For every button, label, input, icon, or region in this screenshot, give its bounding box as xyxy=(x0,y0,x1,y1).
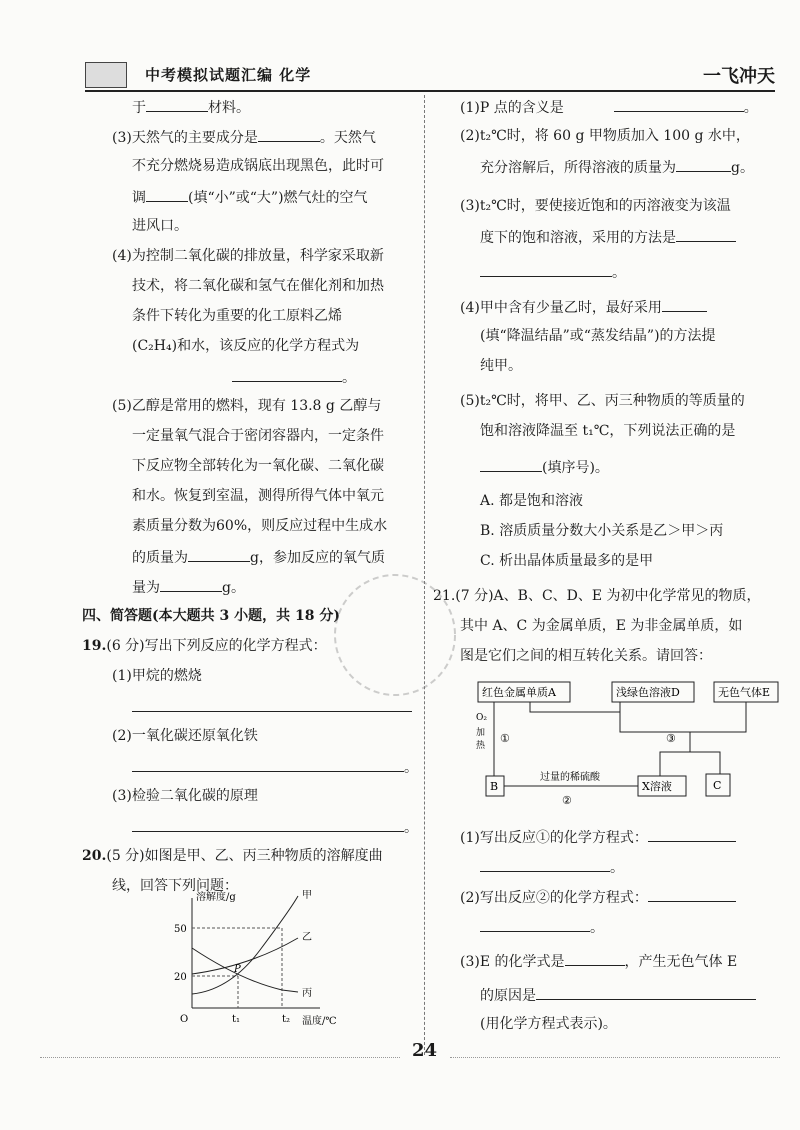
text: 21.(7 分)A、B、C、D、E 为初中化学常见的物质， xyxy=(433,588,761,604)
y-tick-label: 20 xyxy=(174,972,187,983)
text: (5 分)如图是甲、乙、丙三种物质的溶解度曲 xyxy=(106,848,383,864)
box-x-label: X溶液 xyxy=(642,780,672,793)
blank[interactable] xyxy=(565,951,625,966)
page-header xyxy=(85,60,775,92)
text: (5)t₂℃时，将甲、乙、丙三种物质的等质量的 xyxy=(460,393,745,409)
o2-label: O₂ xyxy=(476,713,487,723)
text: (2)一氧化碳还原氧化铁 xyxy=(112,728,258,744)
text: (2)写出反应②的化学方程式： xyxy=(460,890,648,906)
box-b-label: B xyxy=(490,780,499,793)
text: (4)甲中含有少量乙时，最好采用 xyxy=(460,300,662,316)
solubility-chart xyxy=(170,890,350,1030)
box-d-label: 浅绿色溶液D xyxy=(616,686,680,699)
text: (C₂H₄)和水，该反应的化学方程式为 xyxy=(132,338,360,354)
box-c-label: C xyxy=(713,779,722,792)
blank[interactable] xyxy=(648,827,736,842)
blank[interactable] xyxy=(480,457,542,472)
text: 线，回答下列问题： xyxy=(112,878,238,894)
text: 技术，将二氧化碳和氢气在催化剂和加热 xyxy=(132,278,384,294)
series-label-yi: 乙 xyxy=(302,932,312,943)
text: 量为 xyxy=(132,580,160,596)
text: (3)天然气的主要成分是 xyxy=(112,130,258,146)
text: 材料。 xyxy=(208,100,250,116)
text: 于 xyxy=(132,100,146,116)
text: g。 xyxy=(222,580,245,596)
blank[interactable] xyxy=(146,187,188,202)
text: (用化学方程式表示)。 xyxy=(480,1016,617,1032)
text: 的质量为 xyxy=(132,550,188,566)
answer-line[interactable] xyxy=(132,757,404,772)
text: 。 xyxy=(342,370,356,386)
footer-rule-left xyxy=(40,1057,400,1059)
heat-label-1: 加 xyxy=(476,728,486,738)
text: 其中 A、C 为金属单质，E 为非金属单质，如 xyxy=(460,618,743,634)
text: (1)甲烷的燃烧 xyxy=(112,668,202,684)
text: 。 xyxy=(612,265,626,281)
text: (6 分)写出下列反应的化学方程式： xyxy=(106,638,327,654)
header-title: 中考模拟试题汇编 化学 xyxy=(145,66,312,84)
acid-label: 过量的稀硫酸 xyxy=(540,772,600,783)
text: 饱和溶液降温至 t₁℃，下列说法正确的是 xyxy=(480,423,736,439)
box-a-label: 红色金属单质A xyxy=(482,686,556,699)
blank[interactable] xyxy=(480,857,610,872)
reaction-3-label: ③ xyxy=(666,732,676,745)
text: 进风口。 xyxy=(132,218,188,234)
watermark-stamp xyxy=(320,560,470,710)
header-brand: 一飞冲天 xyxy=(703,66,775,87)
text: (3)E 的化学式是 xyxy=(460,954,565,970)
text: g。 xyxy=(731,160,754,176)
text: (填“降温结晶”或“蒸发结晶”)的方法提 xyxy=(480,328,716,344)
text: 。 xyxy=(590,920,604,936)
connector-to-a xyxy=(530,702,620,712)
y-tick-label: 50 xyxy=(174,924,187,935)
section-heading: 四、简答题(本大题共 3 小题，共 18 分) xyxy=(82,608,340,624)
reaction-diagram xyxy=(470,680,780,810)
question-number: 19. xyxy=(82,638,107,654)
reaction-1-label: ① xyxy=(500,732,510,745)
text: (3)检验二氧化碳的原理 xyxy=(112,788,258,804)
text: (填“小”或“大”)燃气灶的空气 xyxy=(188,190,368,206)
text: 纯甲。 xyxy=(480,358,522,374)
text: 调 xyxy=(132,190,146,206)
text: (3)t₂℃时，要使接近饱和的丙溶液变为该温 xyxy=(460,198,731,214)
blank[interactable] xyxy=(188,547,250,562)
point-p-label: P xyxy=(234,964,241,975)
blank[interactable] xyxy=(160,577,222,592)
blank[interactable] xyxy=(536,985,756,1000)
blank[interactable] xyxy=(480,917,590,932)
reaction-2-label: ② xyxy=(562,794,572,807)
text: g，参加反应的氧气质 xyxy=(250,550,385,566)
text: (1)P 点的含义是 xyxy=(460,100,564,116)
text: 不充分燃烧易造成锅底出现黑色，此时可 xyxy=(132,158,384,174)
answer-line[interactable] xyxy=(132,817,404,832)
text: 下反应物全部转化为一氧化碳、二氧化碳 xyxy=(132,458,384,474)
text: 条件下转化为重要的化工原料乙烯 xyxy=(132,308,342,324)
connector-to-d xyxy=(620,702,690,752)
blank[interactable] xyxy=(232,367,342,382)
footer-rule-right xyxy=(450,1057,780,1059)
blank[interactable] xyxy=(676,227,736,242)
text: (2)t₂℃时，将 60 g 甲物质加入 100 g 水中， xyxy=(460,128,750,144)
text: (1)写出反应①的化学方程式： xyxy=(460,830,648,846)
text: 。天然气 xyxy=(319,130,376,146)
text: 一定量氧气混合于密闭容器内，一定条件 xyxy=(132,428,384,444)
text: 的原因是 xyxy=(480,988,536,1004)
y-axis-label: 溶解度/g xyxy=(196,892,236,903)
text: 。 xyxy=(404,820,418,836)
text: (4)为控制二氧化碳的排放量，科学家采取新 xyxy=(112,248,384,264)
x-tick-label: t₂ xyxy=(282,1014,291,1025)
option-b: B. 溶质质量分数大小关系是乙＞甲＞丙 xyxy=(480,523,724,539)
x-axis-label: 温度/℃ xyxy=(302,1016,337,1027)
blank[interactable] xyxy=(614,97,744,112)
text: 度下的饱和溶液，采用的方法是 xyxy=(480,230,676,246)
text: 充分溶解后，所得溶液的质量为 xyxy=(480,160,676,176)
option-a: A. 都是饱和溶液 xyxy=(480,493,584,509)
text: 图是它们之间的相互转化关系。请回答： xyxy=(460,648,712,664)
heat-label-2: 热 xyxy=(476,741,486,751)
text: 。 xyxy=(404,760,418,776)
connector-x-c xyxy=(660,752,720,776)
series-label-jia: 甲 xyxy=(302,890,312,901)
text: 。 xyxy=(610,860,624,876)
blank[interactable] xyxy=(676,157,731,172)
blank[interactable] xyxy=(258,127,320,142)
option-c: C. 析出晶体质量最多的是甲 xyxy=(480,553,654,569)
series-label-bing: 丙 xyxy=(302,988,312,999)
publisher-logo-icon xyxy=(85,62,127,88)
blank[interactable] xyxy=(480,262,612,277)
text: 和水。恢复到室温，测得所得气体中氧元 xyxy=(132,488,384,504)
blank[interactable] xyxy=(648,887,736,902)
blank[interactable] xyxy=(662,297,707,312)
question-number: 20. xyxy=(82,848,107,864)
text: (填序号)。 xyxy=(542,460,609,476)
text: ，产生无色气体 E xyxy=(624,954,738,970)
text: 素质量分数为60%，则反应过程中生成水 xyxy=(132,518,388,534)
x-tick-label: t₁ xyxy=(232,1014,241,1025)
text: (5)乙醇是常用的燃料，现有 13.8 g 乙醇与 xyxy=(112,398,382,414)
text: 。 xyxy=(743,100,758,116)
blank[interactable] xyxy=(146,97,208,112)
connector-to-e xyxy=(620,702,746,732)
box-e-label: 无色气体E xyxy=(718,686,771,699)
x-tick-label: O xyxy=(180,1014,189,1025)
page-number: 24 xyxy=(412,1040,438,1061)
